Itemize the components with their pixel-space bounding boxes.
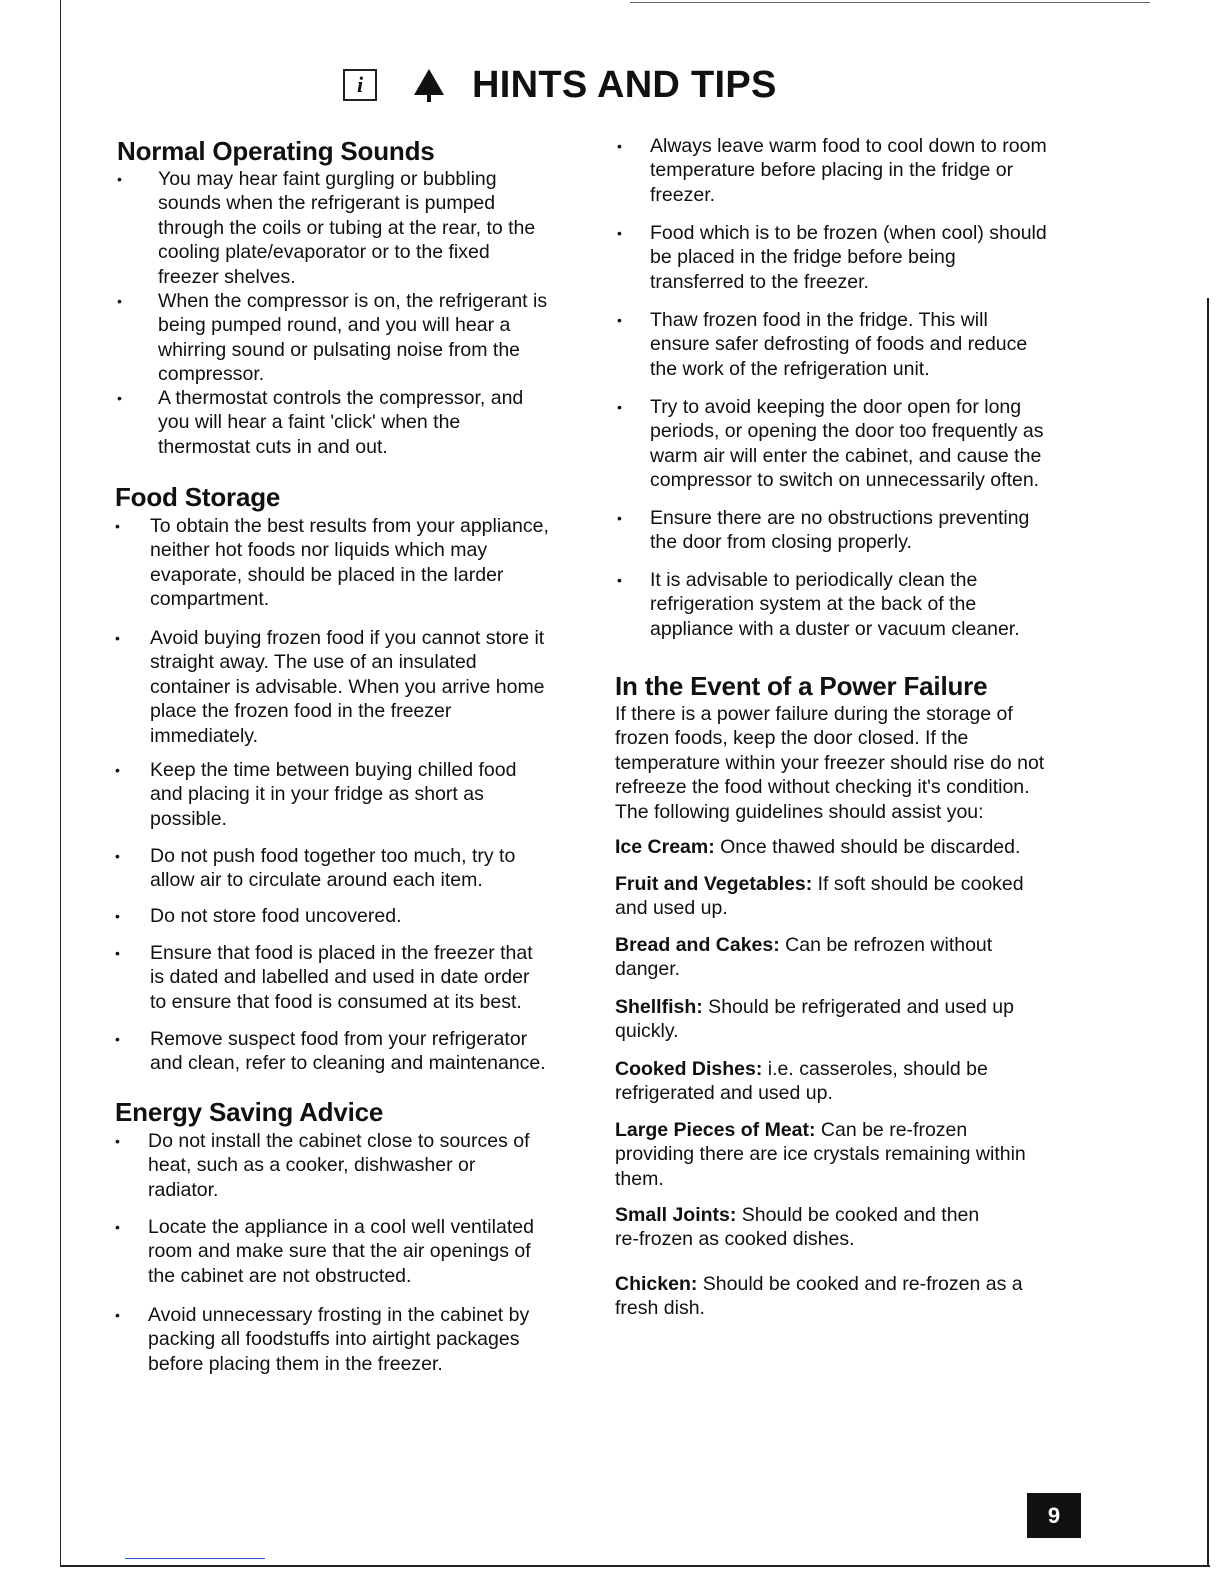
guideline-text: Once thawed should be discarded. xyxy=(714,836,1021,858)
info-icon xyxy=(343,69,377,101)
bullet: • xyxy=(117,390,122,406)
bullet: • xyxy=(115,908,120,924)
page-title: HINTS AND TIPS xyxy=(472,63,777,106)
guideline-label: Small Joints: xyxy=(615,1204,737,1226)
bullet: • xyxy=(117,171,122,187)
bullet: • xyxy=(617,399,622,415)
list-item: Avoid buying frozen food if you cannot store it straight away. The use of an insulated container is advisable. When you arrive home place the frozen food in the freezer immediately. xyxy=(150,627,545,747)
guideline-label: Bread and Cakes: xyxy=(615,934,780,956)
list-item: When the compressor is on, the refrigerant is being pumped round, and you will hear a whirring sound or pulsating noise from the compressor. xyxy=(158,290,548,386)
bullet: • xyxy=(115,630,120,646)
list-item: A thermostat controls the compressor, and you will hear a faint 'click' when the thermostat cuts in and out. xyxy=(158,387,524,458)
guideline-text: Should be cooked and re-frozen as a fresh dish. xyxy=(615,1273,1023,1320)
bullet: • xyxy=(617,312,622,328)
section-heading-power-failure: In the Event of a Power Failure xyxy=(615,671,988,701)
list-item: You may hear faint gurgling or bubbling sounds when the refrigerant is pumped through the coils or tubing at the rear, to the cooling plate/evaporator or to the fixed freezer shelves. xyxy=(158,168,536,288)
page-number-box xyxy=(1027,1493,1081,1538)
guideline-text: Should be refrigerated and used up quickly. xyxy=(615,996,1014,1043)
bullet: • xyxy=(617,225,622,241)
page-header xyxy=(343,62,777,108)
bullet: • xyxy=(617,510,622,526)
bullet: • xyxy=(617,138,622,154)
right-margin-line xyxy=(1207,298,1209,1566)
left-margin-line xyxy=(60,0,61,1566)
list-item: Remove suspect food from your refrigerator and clean, refer to cleaning and maintenance. xyxy=(150,1028,546,1075)
guideline-label: Fruit and Vegetables: xyxy=(615,873,813,895)
list-item: Do not push food together too much, try to allow air to circulate around each item. xyxy=(150,845,516,892)
bullet: • xyxy=(115,518,120,534)
bullet: • xyxy=(115,1307,120,1323)
guideline-cooked-dishes xyxy=(615,1057,988,1106)
list-item: It is advisable to periodically clean the refrigeration system at the back of the appliance with a duster or vacuum cleaner. xyxy=(650,569,1020,640)
list-item: Ensure that food is placed in the freezer that is dated and labelled and used in date order to ensure that food is consumed at its best. xyxy=(150,942,533,1013)
guideline-ice-cream xyxy=(615,835,1020,859)
guideline-text: i.e. casseroles, should be refrigerated and used up. xyxy=(615,1058,988,1105)
list-item: Food which is to be frozen (when cool) should be placed in the fridge before being transferred to the freezer. xyxy=(650,222,1047,293)
bullet: • xyxy=(115,1031,120,1047)
section-heading-energy: Energy Saving Advice xyxy=(115,1097,384,1127)
bullet: • xyxy=(115,1219,120,1235)
bullet: • xyxy=(115,762,120,778)
guideline-text: Can be re-frozen providing there are ice crystals remaining within them. xyxy=(615,1119,1026,1190)
section-heading-sounds: Normal Operating Sounds xyxy=(117,136,435,166)
info-icon-letter: i xyxy=(356,72,364,97)
list-item: Always leave warm food to cool down to room temperature before placing in the fridge or freezer. xyxy=(650,135,1047,206)
guideline-text: Can be refrozen without danger. xyxy=(615,934,993,981)
guideline-label: Large Pieces of Meat: xyxy=(615,1119,816,1141)
guideline-large-meat xyxy=(615,1118,1026,1191)
bullet: • xyxy=(117,293,122,309)
bullet: • xyxy=(115,848,120,864)
list-item: Do not install the cabinet close to sources of heat, such as a cooker, dishwasher or radiator. xyxy=(148,1130,530,1201)
guideline-label: Ice Cream: xyxy=(615,836,715,858)
list-item: Do not store food uncovered. xyxy=(150,905,402,927)
guideline-chicken xyxy=(615,1272,1023,1321)
bottom-rule xyxy=(60,1565,1210,1567)
list-item: To obtain the best results from your appliance, neither hot foods nor liquids which may evaporate, should be placed in the larder compartment. xyxy=(150,515,549,611)
bullet: • xyxy=(617,572,622,588)
guideline-text: If soft should be cooked and used up. xyxy=(615,873,1024,920)
list-item: Locate the appliance in a cool well ventilated room and make sure that the air openings of the cabinet are not obstructed. xyxy=(148,1216,534,1287)
guideline-small-joints xyxy=(615,1203,979,1252)
list-item: Keep the time between buying chilled food and placing it in your fridge as short as possible. xyxy=(150,759,517,830)
list-item: Avoid unnecessary frosting in the cabinet by packing all foodstuffs into airtight packages before placing them in the freezer. xyxy=(148,1304,530,1375)
guideline-bread-cakes xyxy=(615,933,992,982)
page-number: 9 xyxy=(1047,1502,1061,1528)
power-failure-intro: If there is a power failure during the storage of frozen foods, keep the door closed. If the temperature within your freezer should rise do not refreeze the food without checking it's condition. The following guidelines should assist you: xyxy=(615,703,1045,823)
top-rule xyxy=(630,2,1150,3)
bullet: • xyxy=(115,1133,120,1149)
section-heading-storage: Food Storage xyxy=(115,482,281,512)
list-item: Ensure there are no obstructions preventing the door from closing properly. xyxy=(650,507,1030,554)
list-item: Try to avoid keeping the door open for long periods, or opening the door too frequently as warm air will enter the cabinet, and cause the compressor to switch on unnecessarily often. xyxy=(650,396,1044,492)
blue-mark xyxy=(125,1558,265,1559)
guideline-text: Should be cooked and then re-frozen as cooked dishes. xyxy=(615,1204,980,1251)
guideline-label: Chicken: xyxy=(615,1273,698,1295)
guideline-label: Shellfish: xyxy=(615,996,703,1018)
bullet: • xyxy=(115,945,120,961)
guideline-label: Cooked Dishes: xyxy=(615,1058,763,1080)
guideline-fruit-vegetables xyxy=(615,872,1024,921)
guideline-shellfish xyxy=(615,995,1014,1044)
tree-icon xyxy=(411,67,447,103)
list-item: Thaw frozen food in the fridge. This will ensure safer defrosting of foods and reduce the work of the refrigeration unit. xyxy=(650,309,1028,380)
